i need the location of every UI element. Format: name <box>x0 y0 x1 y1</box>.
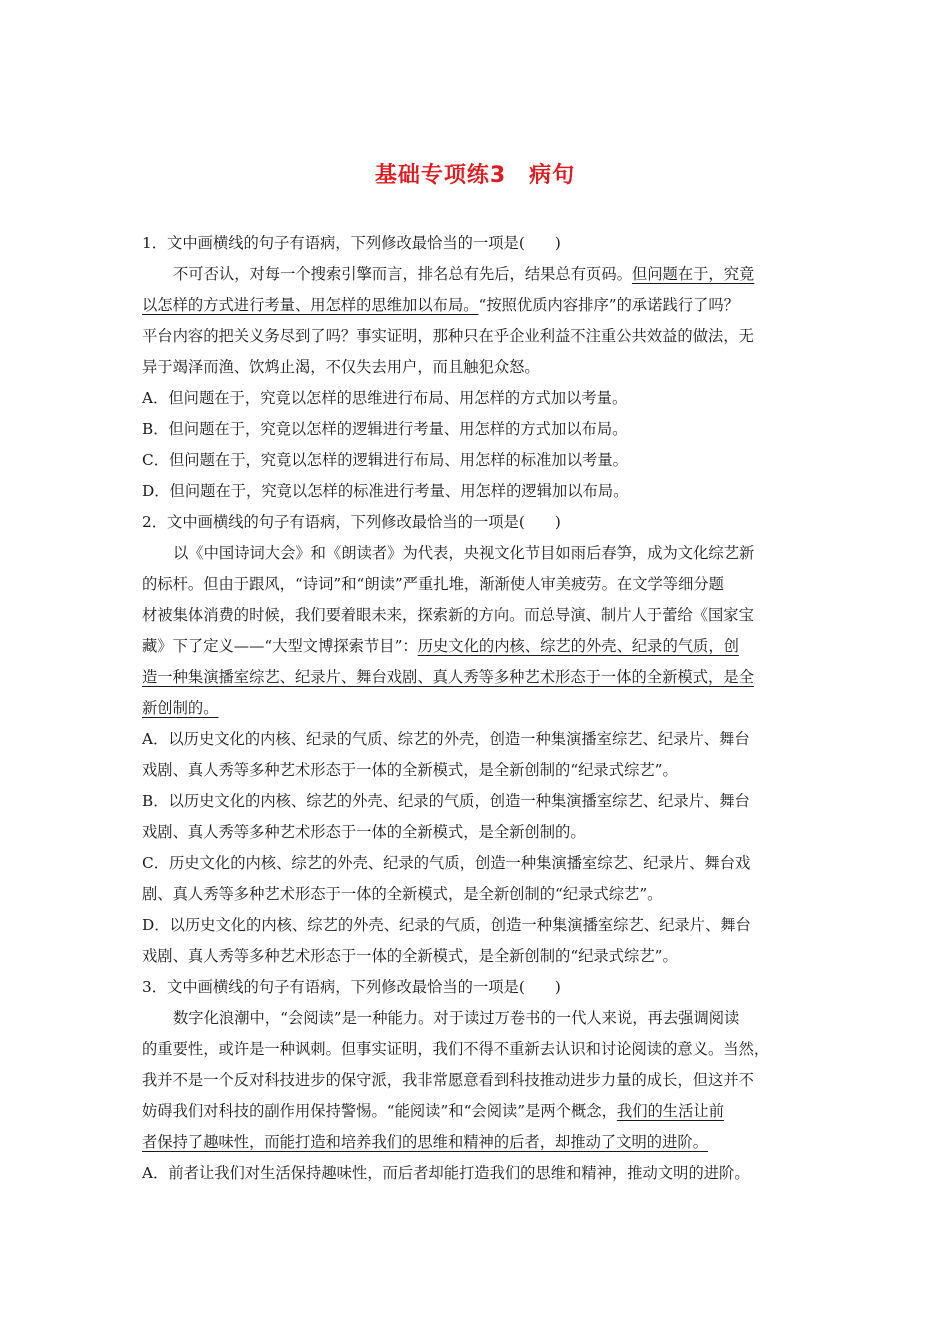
page-title: 基础专项练3 病句 <box>374 163 576 188</box>
underlined-sentence: 但问题在于，究竟 <box>631 265 755 283</box>
question-3-passage-line: 妨碍我们对科技的副作用保持警惕。“能阅读”和“会阅读”是两个概念，我们的生活让前 <box>142 1102 724 1120</box>
question-1-stem: 1．文中画横线的句子有语病，下列修改最恰当的一项是( ) <box>142 234 561 252</box>
underlined-sentence: 历史文化的内核、综艺的外壳、纪录的气质，创 <box>417 637 739 655</box>
question-2-option-b[interactable]: B．以历史文化的内核、综艺的外壳、纪录的气质，创造一种集演播室综艺、纪录片、舞台 <box>142 792 750 810</box>
question-2-passage-line: 藏》下了定义——“大型文博探索节目”：历史文化的内核、综艺的外壳、纪录的气质，创 <box>142 637 739 655</box>
question-2-option-a-cont[interactable]: 戏剧、真人秀等多种艺术形态于一体的全新模式，是全新创制的“纪录式综艺”。 <box>142 761 678 779</box>
document-body <box>142 228 812 1189</box>
underlined-sentence: 我们的生活让前 <box>616 1102 724 1120</box>
underlined-sentence: 者保持了趣味性，而能打造和培养我们的思维和精神的后者，却推动了文明的进阶。 <box>142 1133 708 1151</box>
question-3-stem: 3．文中画横线的句子有语病，下列修改最恰当的一项是( ) <box>142 978 561 996</box>
question-2-option-d[interactable]: D．以历史文化的内核、综艺的外壳、纪录的气质，创造一种集演播室综艺、纪录片、舞台 <box>142 916 751 934</box>
question-3-passage-line <box>142 1127 812 1158</box>
question-1-option-b[interactable]: B．但问题在于，究竟以怎样的逻辑进行考量、用怎样的方式加以布局。 <box>142 420 628 438</box>
question-2-option-d-cont[interactable]: 戏剧、真人秀等多种艺术形态于一体的全新模式，是全新创制的“纪录式综艺”。 <box>142 947 678 965</box>
question-3-passage-line: 我并不是一个反对科技进步的保守派，我非常愿意看到科技推动进步力量的成长，但这并不 <box>142 1071 754 1089</box>
question-2-passage-line: 的标杆。但由于跟风，“诗词”和“朗读”严重扎堆，渐渐使人审美疲劳。在文学等细分题 <box>142 575 724 593</box>
question-1-option-d[interactable]: D．但问题在于，究竟以怎样的标准进行考量、用怎样的逻辑加以布局。 <box>142 482 629 500</box>
question-2-passage-line: 材被集体消费的时候，我们要着眼未来，探索新的方向。而总导演、制片人于蕾给《国家宝 <box>142 606 754 624</box>
question-3-option-a[interactable]: A．前者让我们对生活保持趣味性，而后者却能打造我们的思维和精神，推动文明的进阶。 <box>142 1164 750 1182</box>
underlined-sentence: 新创制的。 <box>142 699 219 717</box>
question-2-option-b-cont[interactable]: 戏剧、真人秀等多种艺术形态于一体的全新模式，是全新创制的。 <box>142 823 586 841</box>
question-2-passage-line: 以《中国诗词大会》和《朗读者》为代表，央视文化节目如雨后春笋，成为文化综艺新 <box>173 544 755 562</box>
question-2-option-c[interactable]: C．历史文化的内核、综艺的外壳、纪录的气质，创造一种集演播室综艺、纪录片、舞台戏 <box>142 854 751 872</box>
underlined-sentence: 以怎样的方式进行考量、用怎样的思维加以布局。 <box>142 296 479 314</box>
question-2-passage-line <box>142 662 812 693</box>
question-1-passage-line: 不可否认，对每一个搜索引擎而言，排名总有先后，结果总有页码。但问题在于，究竟 <box>173 265 755 283</box>
question-2-passage-line <box>142 693 812 724</box>
question-3-passage-line: 的重要性，或许是一种讽刺。但事实证明，我们不得不重新去认识和讨论阅读的意义。当然， <box>142 1040 770 1058</box>
question-1-option-a[interactable]: A．但问题在于，究竟以怎样的思维进行布局、用怎样的方式加以考量。 <box>142 389 628 407</box>
underlined-sentence: 造一种集演播室综艺、纪录片、舞台戏剧、真人秀等多种艺术形态于一体的全新模式，是全 <box>142 668 754 686</box>
question-2-option-c-cont[interactable]: 剧、真人秀等多种艺术形态于一体的全新模式，是全新创制的“纪录式综艺”。 <box>142 885 663 903</box>
question-1-passage-line: 以怎样的方式进行考量、用怎样的思维加以布局。“按照优质内容排序”的承诺践行了吗？ <box>142 296 739 314</box>
question-2-option-a[interactable]: A．以历史文化的内核、纪录的气质、综艺的外壳，创造一种集演播室综艺、纪录片、舞台 <box>142 730 750 748</box>
question-1-option-c[interactable]: C．但问题在于，究竟以怎样的逻辑进行布局、用怎样的标准加以考量。 <box>142 451 628 469</box>
question-2-stem: 2．文中画横线的句子有语病，下列修改最恰当的一项是( ) <box>142 513 561 531</box>
question-3-passage-line: 数字化浪潮中，“会阅读”是一种能力。对于读过万卷书的一代人来说，再去强调阅读 <box>173 1009 740 1027</box>
question-1-passage-line: 平台内容的把关义务尽到了吗？事实证明，那种只在乎企业利益不注重公共效益的做法，无 <box>142 327 754 345</box>
question-1-passage-line: 异于竭泽而渔、饮鸩止渴，不仅失去用户，而且触犯众怒。 <box>142 358 540 376</box>
